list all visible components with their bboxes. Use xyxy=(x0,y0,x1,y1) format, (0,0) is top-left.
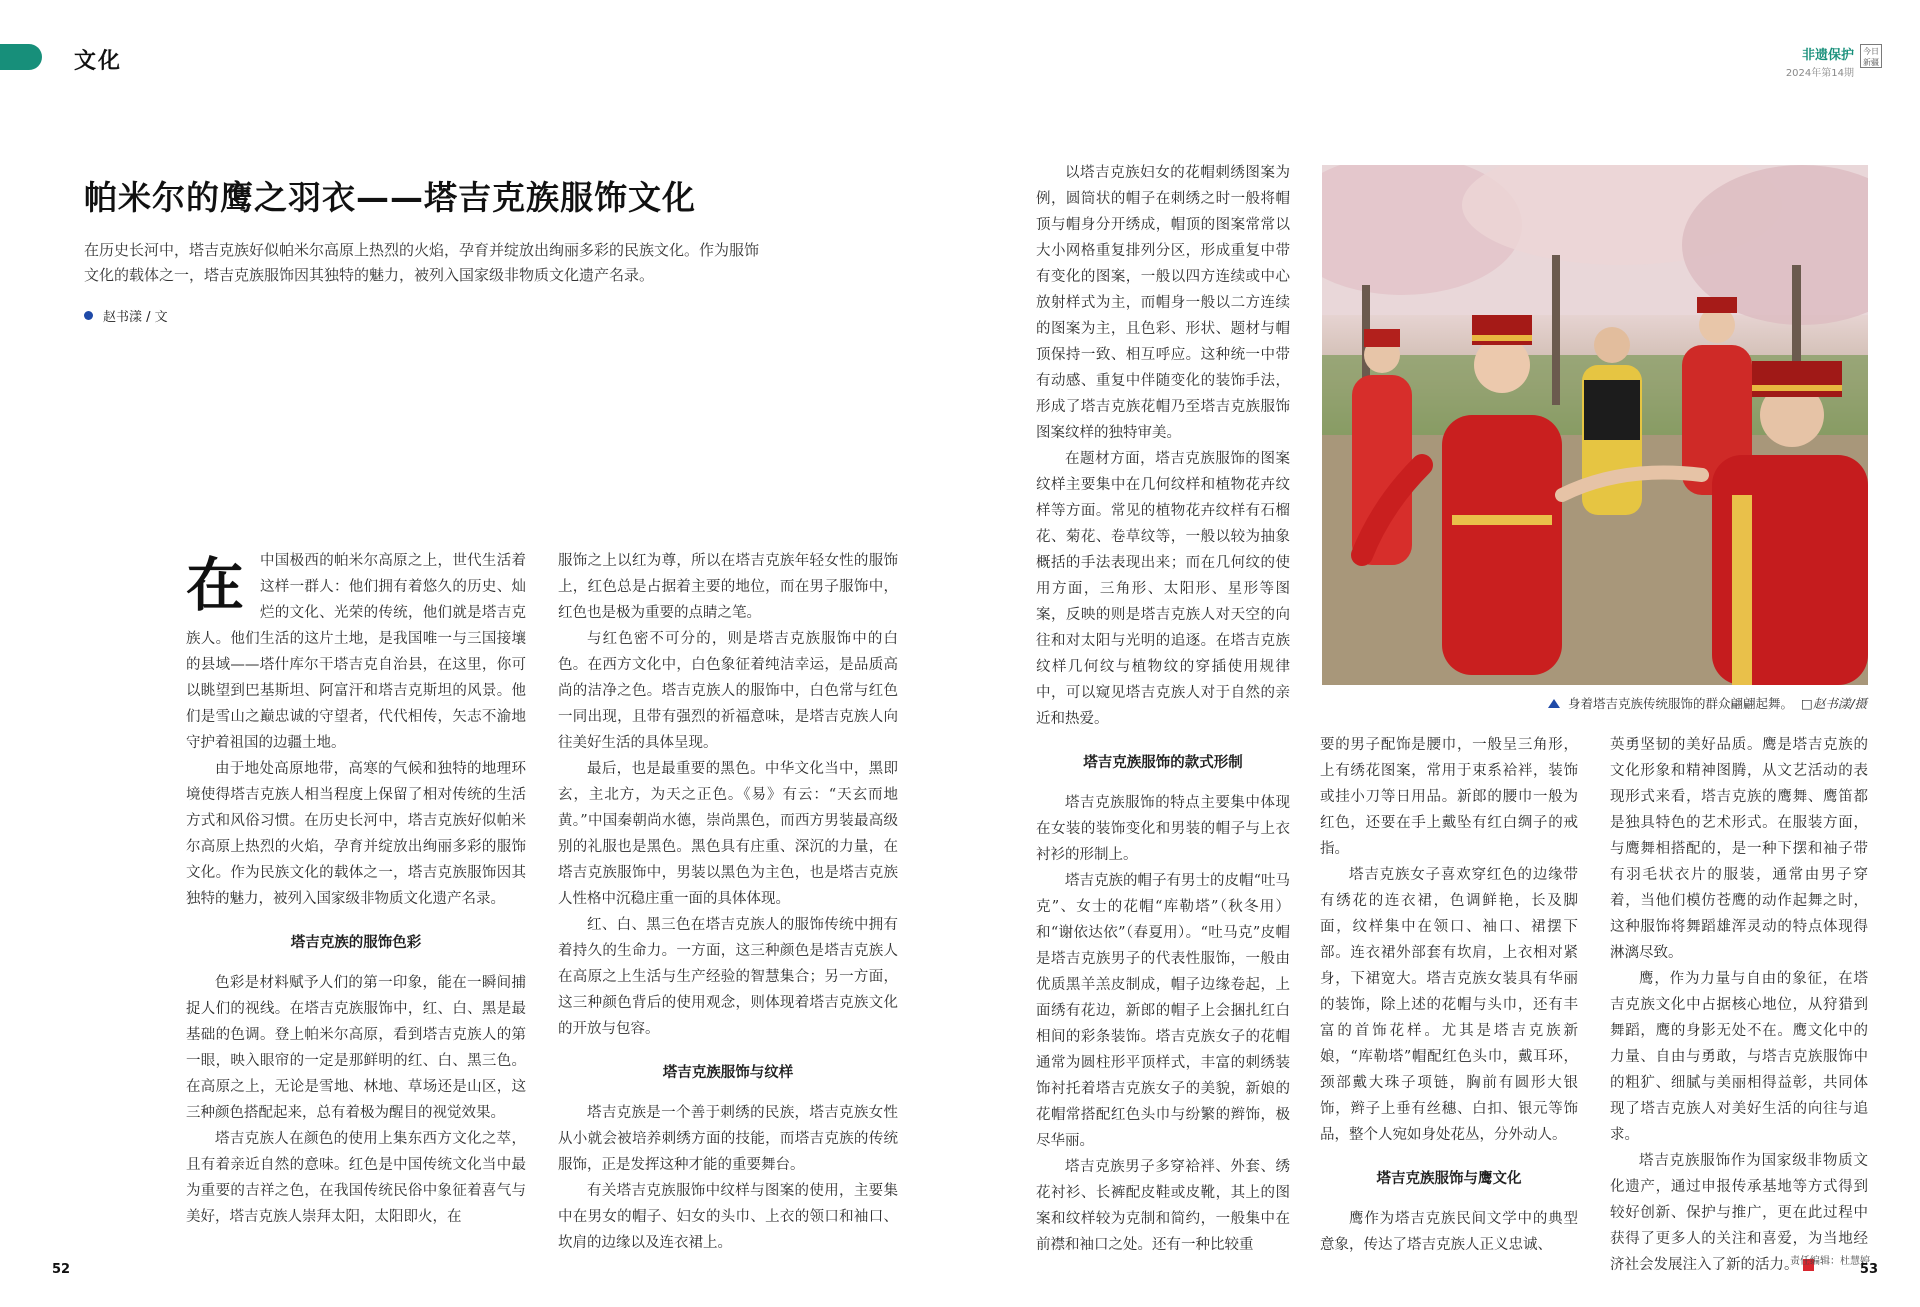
byline-text: 赵书漾 / 文 xyxy=(103,310,168,325)
paragraph: 由于地处高原地带，高寒的气候和独特的地理环境使得塔吉克族人相当程度上保留了相对传统的生活方式和风俗习惯。在历史长河中，塔吉克族好似帕米尔高原上热烈的火焰，孕育并绽放出绚丽多彩的服饰文化。作为民族文化的载体之一，塔吉克族服饰因其独特的魅力，被列入国家级非物质文化遗产名录。 xyxy=(186,761,526,907)
paragraph: 鹰，作为力量与自由的象征，在塔吉克族文化中占据核心地位，从狩猎到舞蹈，鹰的身影无处不在。鹰文化中的力量、自由与勇敢，与塔吉克族服饰中的粗犷、细腻与美丽相得益彰，共同体现了塔吉克族人对美好生活的向往与追求。 xyxy=(1610,971,1868,1143)
paragraph: 以塔吉克族妇女的花帽刺绣图案为例，圆筒状的帽子在刺绣之时一般将帽顶与帽身分开绣成，帽顶的图案常常以大小网格重复排列分区，形成重复中带有变化的图案，一般以四方连续或中心放射样式为主，而帽身一般以二方连续的图案为主，且色彩、形状、题材与帽顶保持一致、相互呼应。这种统一中带有动感、重复中伴随变化的装饰手法，形成了塔吉克族花帽乃至塔吉克族服饰图案纹样的独特审美。 xyxy=(1036,165,1290,441)
text-column-2 xyxy=(558,548,898,1256)
bullet-dot-icon xyxy=(84,311,93,320)
text-column-5 xyxy=(1610,732,1868,1278)
masthead-title: 非遗保护 xyxy=(1801,48,1854,63)
dancers-illustration xyxy=(1322,165,1868,685)
paragraph: 塔吉克族的帽子有男士的皮帽“吐马克”、女士的花帽“库勒塔”（秋冬用）和“谢依达依”（春夏用）。“吐马克”皮帽是塔吉克族男子的代表性服饰，一般由优质黑羊羔皮制成，帽子边缘卷起，上面绣有花边，新郎的帽子上会捆扎红白相间的彩条装饰。塔吉克族女子的花帽通常为圆柱形平顶样式，丰富的刺绣装饰衬托着塔吉克族女子的美貌，新娘的花帽常搭配红色头巾与纷繁的辫饰，极尽华丽。 xyxy=(1036,873,1290,1149)
article-title: 帕米尔的鹰之羽衣——塔吉克族服饰文化 xyxy=(84,178,696,217)
text-column-3 xyxy=(1036,160,1290,1258)
paragraph: 塔吉克族男子多穿袷袢、外套、绣花衬衫、长裤配皮鞋或皮靴，其上的图案和纹样较为克制和简约，一般集中在前襟和袖口之处。还有一种比较重 xyxy=(1036,1159,1290,1253)
paragraph: 最后，也是最重要的黑色。中华文化当中，黑即玄，主北方，为天之正色。《易》有云：“天玄而地黄。”中国秦朝尚水德，崇尚黑色，而西方男装最高级别的礼服也是黑色。黑色具有庄重、深沉的力量，在塔吉克族服饰中，男装以黑色为主色，也是塔吉克族人性格中沉稳庄重一面的具体体现。 xyxy=(558,761,898,907)
text-column-4 xyxy=(1320,732,1578,1258)
paragraph: 英勇坚韧的美好品质。鹰是塔吉克族的文化形象和精神图腾，从文艺活动的表现形式来看，塔吉克族的鹰舞、鹰笛都是独具特色的艺术形式。在服装方面，与鹰舞相搭配的，是一种下摆和袖子带有羽毛状衣片的服装，通常由男子穿着，当他们模仿苍鹰的动作起舞之时，这种服饰将舞蹈雄浑灵动的特点体现得淋漓尽致。 xyxy=(1610,737,1868,961)
caption-text: 身着塔吉克族传统服饰的群众翩翩起舞。 xyxy=(1568,696,1794,711)
byline xyxy=(84,306,168,325)
masthead xyxy=(1786,44,1882,79)
paragraph: 塔吉克族是一个善于刺绣的民族，塔吉克族女性从小就会被培养刺绣方面的技能，而塔吉克族的传统服饰，正是发挥这种才能的重要舞台。 xyxy=(558,1105,898,1173)
final-paragraph-text: 塔吉克族服饰作为国家级非物质文化遗产，通过申报传承基地等方式得到较好创新、保护与推广，更在此过程中获得了更多人的关注和喜爱，为当地经济社会发展注入了新的活力。 xyxy=(1610,1153,1868,1273)
paragraph: 中国极西的帕米尔高原之上，世代生活着这样一群人：他们拥有着悠久的历史、灿烂的文化、光荣的传统，他们就是塔吉克族人。他们生活的这片土地，是我国唯一与三国接壤的县域——塔什库尔干塔吉克自治县，在这里，你可以眺望到巴基斯坦、阿富汗和塔吉克斯坦的风景。他们是雪山之巅忠诚的守望者，代代相传，矢志不渝地守护着祖国的边疆土地。 xyxy=(186,553,526,751)
article-lead: 在历史长河中，塔吉克族好似帕米尔高原上热烈的火焰，孕育并绽放出绚丽多彩的民族文化。作为服饰文化的载体之一，塔吉克族服饰因其独特的魅力，被列入国家级非物质文化遗产名录。 xyxy=(84,241,760,284)
section-heading: 塔吉克族服饰与鹰文化 xyxy=(1376,1171,1522,1187)
paragraph: 红、白、黑三色在塔吉克族人的服饰传统中拥有着持久的生命力。一方面，这三种颜色是塔吉克族人在高原之上生活与生产经验的智慧集合；另一方面，这三种颜色背后的使用观念，则体现着塔吉克族文化的开放与包容。 xyxy=(558,917,898,1037)
masthead-issue: 2024年第14期 xyxy=(1785,68,1854,79)
paragraph: 塔吉克族人在颜色的使用上集东西方文化之萃，且有着亲近自然的意味。红色是中国传统文化当中最为重要的吉祥之色，在我国传统民俗中象征着喜气与美好，塔吉克族人崇拜太阳，太阳即火，在 xyxy=(186,1131,526,1225)
paragraph: 要的男子配饰是腰巾，一般呈三角形，上有绣花图案，常用于束系袷袢，装饰或挂小刀等日用品。新郎的腰巾一般为红色，还要在手上戴坠有红白绸子的戒指。 xyxy=(1320,737,1578,857)
photo-credit: □赵书漾/摄 xyxy=(1801,696,1868,711)
section-label: 文化 xyxy=(74,49,123,74)
paragraph: 服饰之上以红为尊，所以在塔吉克族年轻女性的服饰上，红色总是占据着主要的地位，而在男子服饰中，红色也是极为重要的点睛之笔。 xyxy=(558,553,898,621)
caption-triangle-icon xyxy=(1548,699,1560,708)
paragraph: 与红色密不可分的，则是塔吉克族服饰中的白色。在西方文化中，白色象征着纯洁幸运，是品质高尚的洁净之色。塔吉克族人的服饰中，白色常与红色一同出现，且带有强烈的祈福意味，是塔吉克族人向往美好生活的具体呈现。 xyxy=(558,631,898,751)
paragraph: 在题材方面，塔吉克族服饰的图案纹样主要集中在几何纹样和植物花卉纹样等方面。常见的植物花卉纹样有石榴花、菊花、卷草纹等，一般以较为抽象概括的手法表现出来；而在几何纹的使用方面，三角形、太阳形、星形等图案，反映的则是塔吉克族人对天空的向往和对太阳与光明的追逐。在塔吉克族纹样几何纹与植物纹的穿插使用规律中，可以窥见塔吉克族人对于自然的亲近和热爱。 xyxy=(1036,451,1290,727)
paragraph: 塔吉克族女子喜欢穿红色的边缘带有绣花的连衣裙，色调鲜艳，长及脚面，纹样集中在领口、袖口、裙摆下部。连衣裙外部套有坎肩，上衣相对紧身，下裙宽大。塔吉克族女装具有华丽的装饰，除上述的花帽与头巾，还有丰富的首饰花样。尤其是塔吉克族新娘，“库勒塔”帽配红色头巾，戴耳环，颈部戴大珠子项链，胸前有圆形大银饰，辫子上垂有丝穗、白扣、银元等饰品，整个人宛如身处花丛，分外动人。 xyxy=(1320,867,1578,1143)
responsible-editor: 责任编辑：杜慧婷 xyxy=(1790,1256,1870,1267)
paragraph: 色彩是材料赋予人们的第一印象，能在一瞬间捕捉人们的视线。在塔吉克族服饰中，红、白、黑是最基础的色调。登上帕米尔高原，看到塔吉克族人的第一眼，映入眼帘的一定是那鲜明的红、白、黑三色。在高原之上，无论是雪地、林地、草场还是山区，这三种颜色搭配起来，总有着极为醒目的视觉效果。 xyxy=(186,975,526,1121)
section-heading: 塔吉克族服饰与纹样 xyxy=(662,1065,794,1081)
section-heading: 塔吉克族的服饰色彩 xyxy=(290,935,422,951)
section-tab-marker xyxy=(0,44,42,70)
page-number-right: 53 xyxy=(1859,1262,1878,1277)
photo-caption xyxy=(1548,694,1867,712)
dance-photo xyxy=(1322,165,1868,685)
drop-cap: 在 xyxy=(186,551,245,619)
paragraph: 有关塔吉克族服饰中纹样与图案的使用，主要集中在男女的帽子、妇女的头巾、上衣的领口和袖口、坎肩的边缘以及连衣裙上。 xyxy=(558,1183,898,1251)
magazine-logo-icon: 今日新疆 xyxy=(1860,44,1882,68)
text-column-1 xyxy=(186,548,526,1230)
page-number-left: 52 xyxy=(52,1262,71,1277)
paragraph: 鹰作为塔吉克族民间文学中的典型意象，传达了塔吉克族人正义忠诚、 xyxy=(1320,1211,1578,1253)
section-heading: 塔吉克族服饰的款式形制 xyxy=(1083,755,1243,771)
paragraph: 塔吉克族服饰的特点主要集中体现在女装的装饰变化和男装的帽子与上衣衬衫的形制上。 xyxy=(1036,795,1290,863)
